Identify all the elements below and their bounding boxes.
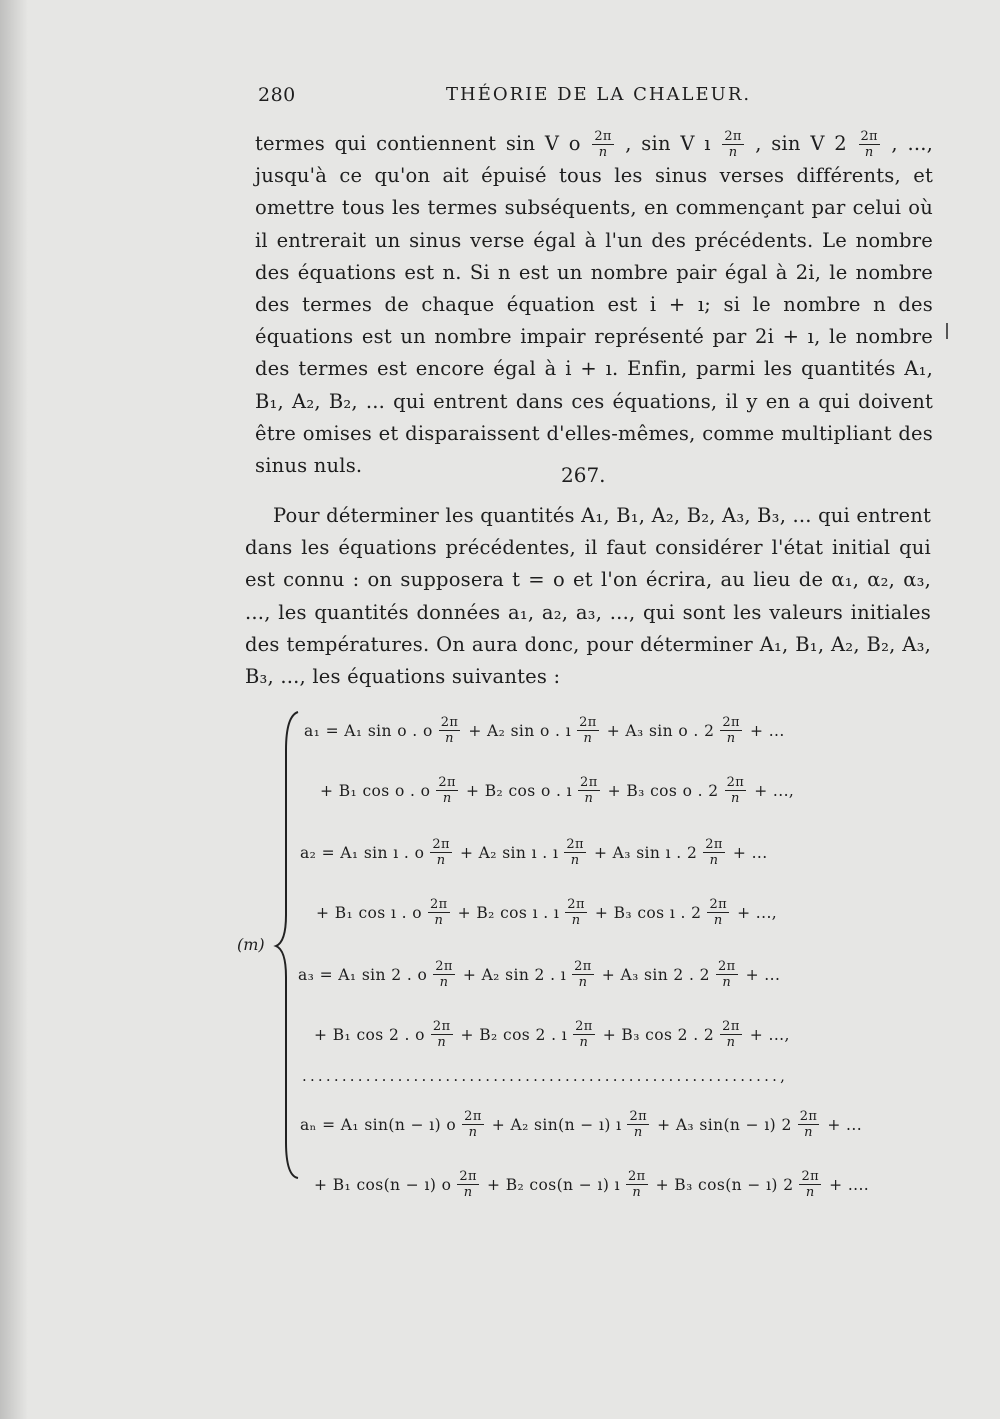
page-number: 280	[258, 84, 296, 106]
equation-term: + B₃ cos o . 2	[607, 781, 719, 800]
equation-term: + ...	[745, 965, 781, 984]
equation-term: + ...,	[737, 903, 778, 922]
p1-line1-c: , sin V 2	[755, 132, 847, 155]
equation-line	[314, 1169, 873, 1200]
equation-term: + A₂ sin(n − ı) ı	[491, 1115, 622, 1134]
equation-term: + A₂ sin 2 . ı	[462, 965, 567, 984]
fraction-2pi-over-n: $\frac{2\pi}{n}$	[579, 715, 597, 746]
fraction-2pi-over-n: $\frac{2\pi}{n}$	[432, 837, 450, 868]
p1-line1-d: , ..., jusqu'à ce	[255, 132, 934, 188]
section-number: 267.	[561, 463, 606, 487]
equation-term: + B₂ cos 2 . ı	[460, 1025, 568, 1044]
equation-term: + B₃ cos(n − ı) 2	[655, 1175, 794, 1194]
fraction-2pi-over-n: $\frac{2\pi}{n}$	[722, 715, 740, 746]
equation-label: (m)	[237, 935, 265, 954]
fraction-2pi-over-n: $\frac{2\pi}{n}$	[459, 1169, 477, 1200]
fraction-2pi-over-n: $\frac{2\pi}{n}$	[575, 1019, 593, 1050]
equation-term: + ...	[749, 721, 785, 740]
equation-term: + ....	[829, 1175, 870, 1194]
equation-system	[232, 705, 952, 1205]
equation-term: + A₃ sin ı . 2	[593, 843, 698, 862]
page-gutter-shadow	[0, 0, 28, 1419]
fraction-2pi-over-n: $\frac{2\pi}{n}$	[799, 1109, 818, 1140]
fraction-2pi-over-n: $\frac{2\pi}{n}$	[594, 129, 612, 160]
fraction-2pi-over-n: $\frac{2\pi}{n}$	[574, 959, 592, 990]
fraction-2pi-over-n: $\frac{2\pi}{n}$	[709, 897, 728, 928]
equation-term: + A₃ sin 2 . 2	[601, 965, 710, 984]
equation-term: + ...,	[754, 781, 795, 800]
equation-line	[316, 897, 781, 928]
equation-term: a₃ = A₁ sin 2 . o	[298, 965, 428, 984]
equation-term: + B₃ cos ı . 2	[594, 903, 702, 922]
fraction-2pi-over-n: $\frac{2\pi}{n}$	[726, 775, 745, 806]
fraction-2pi-over-n: $\frac{2\pi}{n}$	[440, 715, 459, 746]
equation-term: a₁ = A₁ sin o . o	[304, 721, 433, 740]
equation-term: + B₂ cos(n − ı) ı	[486, 1175, 620, 1194]
ellipsis-line: ............................................................,	[302, 1067, 789, 1085]
fraction-2pi-over-n: $\frac{2\pi}{n}$	[705, 837, 723, 868]
paragraph-section-267: Pour déterminer les quantités A₁, B₁, A₂, B₂, A₃, B₃, ... qui entrent dans les équations précédentes, il faut considérer l'état initial qui est connu : on supposera t = o et l'on écrira, au lieu de α₁, α₂, α₃, ..., les quantités données a₁, a₂, a₃, ..., qui sont les valeurs initiales des températures. On aura donc, pour déterminer A₁, B₁, A₂, B₂, A₃, B₃, ..., les équations suivantes :	[245, 504, 931, 689]
equation-term: + A₂ sin o . ı	[468, 721, 572, 740]
running-title: THÉORIE DE LA CHALEUR.	[446, 84, 752, 105]
equation-term: + ...	[827, 1115, 863, 1134]
equation-term: + A₂ sin ı . ı	[459, 843, 559, 862]
equation-term: + B₁ cos ı . o	[316, 903, 423, 922]
equation-term: + A₃ sin o . 2	[606, 721, 715, 740]
equation-line	[298, 959, 784, 990]
equation-line	[314, 1019, 794, 1050]
equation-term: + B₂ cos o . ı	[466, 781, 573, 800]
equation-line	[320, 775, 798, 806]
equation-line	[304, 715, 789, 746]
left-brace	[272, 710, 302, 1180]
fraction-2pi-over-n: $\frac{2\pi}{n}$	[722, 1019, 740, 1050]
fraction-2pi-over-n: $\frac{2\pi}{n}$	[435, 959, 453, 990]
fraction-2pi-over-n: $\frac{2\pi}{n}$	[430, 897, 448, 928]
fraction-2pi-over-n: $\frac{2\pi}{n}$	[860, 129, 878, 160]
margin-mark	[946, 323, 948, 339]
paragraph-continuation	[255, 128, 933, 482]
fraction-2pi-over-n: $\frac{2\pi}{n}$	[438, 775, 457, 806]
equation-term: + ...,	[749, 1025, 790, 1044]
p1-body: qu'on ait épuisé tous les sinus verses différents, et omettre tous les termes subséquents, en commençant par celui où il entrerait un sinus verse égal à l'un des précédents. Le nombre des équations est n. Si n est un nombre pair égal à 2i, le nombre des termes de chaque équation est i + ı; si le nombre n des équations est un nombre impair représenté par 2i + ı, le nombre des termes est encore égal à i + ı. Enfin, parmi les quantités A₁, B₁, A₂, B₂, ... qui entrent dans ces équations, il y en a qui doivent être omises et disparaissent d'elles-mêmes, comme multipliant des sinus nuls.	[255, 164, 933, 478]
equation-term: + B₂ cos ı . ı	[457, 903, 560, 922]
p1-line1-b: , sin V ı	[625, 132, 711, 155]
p1-line1-a: termes qui contiennent sin V o	[255, 132, 581, 155]
equation-line	[300, 837, 772, 868]
fraction-2pi-over-n: $\frac{2\pi}{n}$	[629, 1109, 648, 1140]
fraction-2pi-over-n: $\frac{2\pi}{n}$	[724, 129, 742, 160]
fraction-2pi-over-n: $\frac{2\pi}{n}$	[566, 837, 584, 868]
fraction-2pi-over-n: $\frac{2\pi}{n}$	[801, 1169, 820, 1200]
equation-term: + ...	[732, 843, 768, 862]
fraction-2pi-over-n: $\frac{2\pi}{n}$	[567, 897, 585, 928]
equation-term: + B₁ cos o . o	[320, 781, 431, 800]
page-header	[258, 84, 778, 114]
equation-term: + A₃ sin(n − ı) 2	[657, 1115, 792, 1134]
equation-term: aₙ = A₁ sin(n − ı) o	[300, 1115, 457, 1134]
equation-term: + B₃ cos 2 . 2	[602, 1025, 715, 1044]
equation-line	[300, 1109, 866, 1140]
equation-term: a₂ = A₁ sin ı . o	[300, 843, 425, 862]
fraction-2pi-over-n: $\frac{2\pi}{n}$	[580, 775, 598, 806]
fraction-2pi-over-n: $\frac{2\pi}{n}$	[464, 1109, 482, 1140]
fraction-2pi-over-n: $\frac{2\pi}{n}$	[432, 1019, 451, 1050]
fraction-2pi-over-n: $\frac{2\pi}{n}$	[717, 959, 736, 990]
equation-term: + B₁ cos 2 . o	[314, 1025, 425, 1044]
equation-term: + B₁ cos(n − ı) o	[314, 1175, 452, 1194]
fraction-2pi-over-n: $\frac{2\pi}{n}$	[627, 1169, 646, 1200]
